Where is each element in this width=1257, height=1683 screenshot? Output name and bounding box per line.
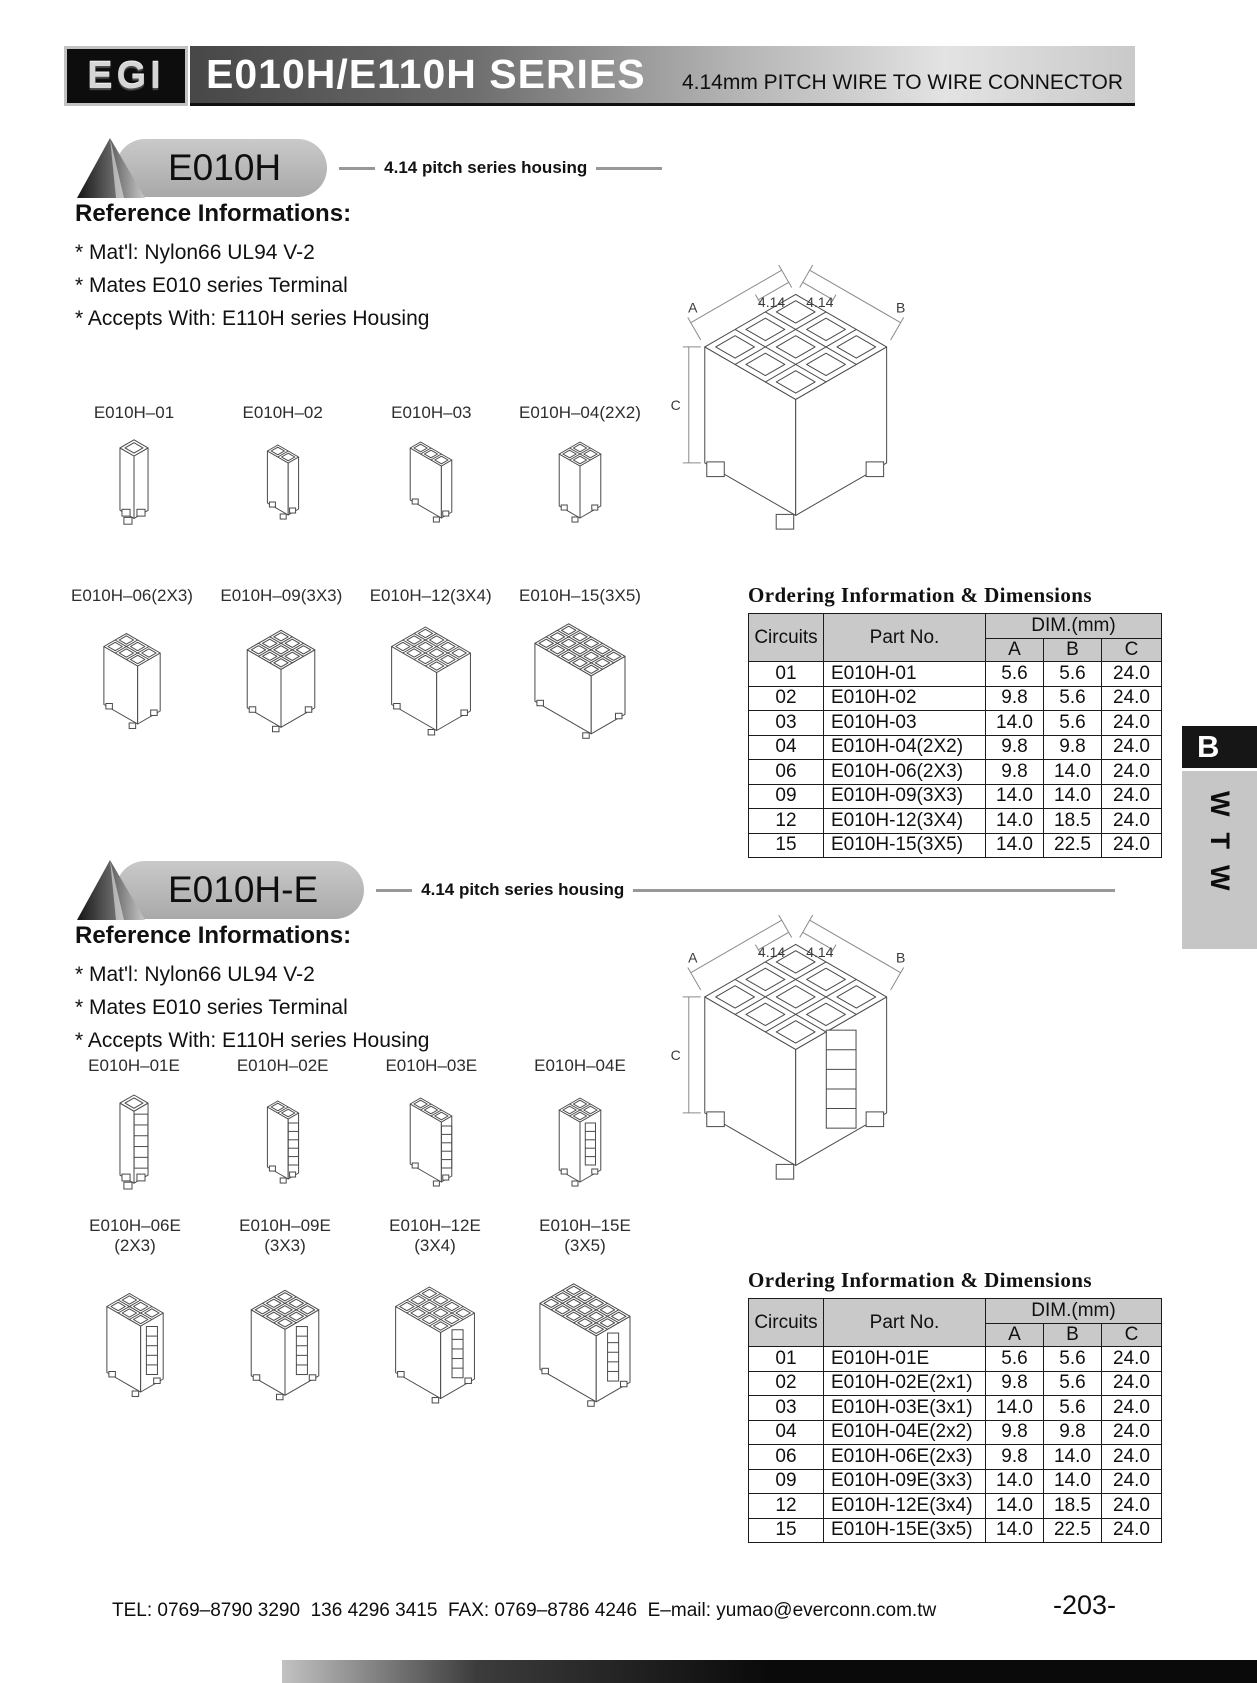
col-c: C bbox=[1102, 639, 1162, 662]
svg-text:4.14: 4.14 bbox=[757, 944, 786, 961]
cell-part-no: E010H-09E(3x3) bbox=[824, 1469, 986, 1494]
cell-part-no: E010H-03 bbox=[824, 711, 986, 736]
svg-text:A: A bbox=[688, 949, 698, 966]
cell-dim-b: 14.0 bbox=[1044, 1445, 1102, 1470]
reference-item: * Accepts With: E110H series Housing bbox=[75, 307, 430, 330]
cell-dim-b: 22.5 bbox=[1044, 833, 1102, 858]
divider-line bbox=[596, 167, 662, 170]
svg-text:4.14: 4.14 bbox=[806, 944, 834, 961]
part-label: E010H–02 bbox=[242, 403, 323, 422]
connector-part bbox=[514, 1056, 646, 1208]
cell-dim-c: 24.0 bbox=[1102, 1420, 1162, 1445]
section-2-title: E010H-E bbox=[116, 861, 364, 919]
table-row bbox=[749, 1420, 1162, 1445]
cell-circuits: 01 bbox=[749, 662, 824, 687]
part-label: E010H–12E bbox=[389, 1216, 481, 1235]
svg-text:C: C bbox=[670, 396, 681, 413]
section-1-tagline: 4.14 pitch series housing bbox=[384, 158, 588, 177]
cell-dim-c: 24.0 bbox=[1102, 809, 1162, 834]
cell-dim-c: 24.0 bbox=[1102, 1347, 1162, 1372]
cell-circuits: 06 bbox=[749, 760, 824, 785]
cell-part-no: E010H-09(3X3) bbox=[824, 784, 986, 809]
cell-dim-c: 24.0 bbox=[1102, 735, 1162, 760]
col-part-no: Part No. bbox=[824, 1299, 986, 1347]
parts-row bbox=[68, 1056, 646, 1208]
table-row bbox=[749, 1347, 1162, 1372]
cell-dim-c: 24.0 bbox=[1102, 1371, 1162, 1396]
part-label: E010H–01E bbox=[88, 1056, 180, 1075]
connector-part bbox=[365, 1056, 497, 1208]
col-b: B bbox=[1044, 1324, 1102, 1347]
egi-logo: EGI bbox=[67, 49, 185, 103]
connector-drawing bbox=[210, 1256, 360, 1434]
col-a: A bbox=[986, 639, 1044, 662]
part-label: E010H–01 bbox=[93, 403, 175, 422]
connector-part bbox=[359, 586, 503, 756]
connector-drawing bbox=[365, 1076, 497, 1208]
part-label: E010H–12(3X4) bbox=[369, 586, 492, 605]
table-row bbox=[749, 809, 1162, 834]
cell-dim-a: 5.6 bbox=[986, 1347, 1044, 1372]
connector-part bbox=[217, 403, 349, 541]
cell-part-no: E010H-02E(2x1) bbox=[824, 1371, 986, 1396]
section-1-reference bbox=[75, 200, 429, 335]
footer-contact: TEL: 0769–8790 3290 136 4296 3415 FAX: 0769–8786 4246 E–mail: yumao@everconn.com.tw bbox=[112, 1600, 937, 1621]
cell-circuits: 12 bbox=[749, 809, 824, 834]
cell-dim-c: 24.0 bbox=[1102, 1469, 1162, 1494]
cell-circuits: 01 bbox=[749, 1347, 824, 1372]
svg-text:C: C bbox=[670, 1046, 681, 1063]
connector-part bbox=[365, 403, 497, 541]
part-sublabel: (3X3) bbox=[264, 1236, 306, 1255]
cell-part-no: E010H-02 bbox=[824, 686, 986, 711]
cell-circuits: 04 bbox=[749, 735, 824, 760]
table-row bbox=[749, 1371, 1162, 1396]
svg-text:4.14: 4.14 bbox=[757, 294, 786, 311]
connector-drawing bbox=[360, 1256, 510, 1434]
table-row bbox=[749, 1469, 1162, 1494]
cell-part-no: E010H-12E(3x4) bbox=[824, 1494, 986, 1519]
cell-circuits: 02 bbox=[749, 1371, 824, 1396]
svg-text:4.14: 4.14 bbox=[806, 294, 834, 311]
cell-dim-b: 14.0 bbox=[1044, 784, 1102, 809]
connector-part bbox=[60, 1216, 210, 1434]
cell-dim-a: 9.8 bbox=[986, 686, 1044, 711]
table-row bbox=[749, 711, 1162, 736]
cell-dim-a: 14.0 bbox=[986, 1518, 1044, 1543]
connector-part bbox=[514, 403, 646, 541]
reference-heading: Reference Informations: bbox=[75, 922, 352, 949]
cell-dim-a: 9.8 bbox=[986, 1445, 1044, 1470]
connector-part bbox=[508, 586, 652, 756]
connector-part bbox=[68, 1056, 200, 1208]
ordering-table bbox=[748, 613, 1162, 858]
section-marker-icon bbox=[74, 858, 148, 922]
col-part-no: Part No. bbox=[824, 614, 986, 662]
reference-item: * Accepts With: E110H series Housing bbox=[75, 1029, 430, 1052]
col-circuits: Circuits bbox=[749, 614, 824, 662]
cell-dim-c: 24.0 bbox=[1102, 784, 1162, 809]
cell-part-no: E010H-01E bbox=[824, 1347, 986, 1372]
cell-circuits: 03 bbox=[749, 711, 824, 736]
connector-drawing bbox=[68, 1076, 200, 1208]
cell-circuits: 12 bbox=[749, 1494, 824, 1519]
connector-part bbox=[360, 1216, 510, 1434]
cell-dim-a: 9.8 bbox=[986, 760, 1044, 785]
cell-part-no: E010H-04E(2x2) bbox=[824, 1420, 986, 1445]
connector-drawing bbox=[60, 1256, 210, 1434]
col-dim: DIM.(mm) bbox=[986, 614, 1162, 639]
page-number: -203- bbox=[1053, 1590, 1117, 1620]
connector-drawing bbox=[217, 1076, 349, 1208]
cell-circuits: 09 bbox=[749, 784, 824, 809]
table-row bbox=[749, 686, 1162, 711]
cell-dim-a: 5.6 bbox=[986, 662, 1044, 687]
table-row bbox=[749, 1445, 1162, 1470]
part-label: E010H–04(2X2) bbox=[519, 403, 641, 422]
cell-dim-c: 24.0 bbox=[1102, 1494, 1162, 1519]
section-1-title: E010H bbox=[116, 139, 327, 197]
cell-dim-b: 14.0 bbox=[1044, 1469, 1102, 1494]
parts-row bbox=[68, 403, 646, 541]
cell-circuits: 03 bbox=[749, 1396, 824, 1421]
connector-drawing bbox=[60, 606, 204, 756]
col-dim: DIM.(mm) bbox=[986, 1299, 1162, 1324]
cell-dim-a: 14.0 bbox=[986, 1396, 1044, 1421]
parts-row bbox=[60, 1216, 652, 1434]
section-2-header bbox=[74, 858, 1115, 922]
part-label: E010H–09E bbox=[239, 1216, 331, 1235]
table-row bbox=[749, 760, 1162, 785]
part-label: E010H–15(3X5) bbox=[519, 586, 641, 605]
reference-item: * Mates E010 series Terminal bbox=[75, 996, 348, 1019]
table-row bbox=[749, 1396, 1162, 1421]
connector-drawing bbox=[217, 423, 349, 541]
divider-line bbox=[339, 167, 375, 170]
cell-dim-b: 14.0 bbox=[1044, 760, 1102, 785]
cell-dim-a: 14.0 bbox=[986, 711, 1044, 736]
cell-part-no: E010H-12(3X4) bbox=[824, 809, 986, 834]
cell-dim-b: 5.6 bbox=[1044, 1371, 1102, 1396]
table-row bbox=[749, 735, 1162, 760]
ordering-table bbox=[748, 1298, 1162, 1543]
connector-drawing bbox=[359, 606, 503, 756]
divider-line bbox=[633, 889, 1115, 892]
connector-drawing bbox=[514, 423, 646, 541]
table-row bbox=[749, 784, 1162, 809]
connector-part bbox=[217, 1056, 349, 1208]
col-c: C bbox=[1102, 1324, 1162, 1347]
col-a: A bbox=[986, 1324, 1044, 1347]
part-label: E010H–03 bbox=[391, 403, 472, 422]
cell-dim-b: 18.5 bbox=[1044, 1494, 1102, 1519]
part-sublabel: (3X4) bbox=[414, 1236, 456, 1255]
section-1-header bbox=[74, 136, 662, 200]
ordering-title: Ordering Information & Dimensions bbox=[748, 1268, 1092, 1292]
series-subtitle: 4.14mm PITCH WIRE TO WIRE CONNECTOR bbox=[681, 71, 1123, 94]
cell-dim-c: 24.0 bbox=[1102, 711, 1162, 736]
part-label: E010H–04E bbox=[534, 1056, 626, 1075]
connector-part bbox=[60, 586, 204, 756]
cell-dim-a: 9.8 bbox=[986, 1420, 1044, 1445]
connector-drawing bbox=[514, 1076, 646, 1208]
svg-text:B: B bbox=[895, 299, 906, 316]
part-label: E010H–09(3X3) bbox=[220, 586, 343, 605]
svg-text:A: A bbox=[688, 299, 698, 316]
cell-part-no: E010H-15(3X5) bbox=[824, 833, 986, 858]
cell-dim-c: 24.0 bbox=[1102, 662, 1162, 687]
cell-part-no: E010H-04(2X2) bbox=[824, 735, 986, 760]
cell-circuits: 04 bbox=[749, 1420, 824, 1445]
reference-item: * Mat'l: Nylon66 UL94 V-2 bbox=[75, 241, 315, 264]
cell-dim-a: 14.0 bbox=[986, 1494, 1044, 1519]
connector-part bbox=[209, 586, 353, 756]
cell-dim-c: 24.0 bbox=[1102, 760, 1162, 785]
connector-part bbox=[210, 1216, 360, 1434]
connector-drawing bbox=[68, 423, 200, 541]
cell-circuits: 06 bbox=[749, 1445, 824, 1470]
cell-circuits: 09 bbox=[749, 1469, 824, 1494]
part-sublabel: (2X3) bbox=[114, 1236, 156, 1255]
cell-part-no: E010H-06(2X3) bbox=[824, 760, 986, 785]
cell-dim-b: 5.6 bbox=[1044, 1347, 1102, 1372]
col-circuits: Circuits bbox=[749, 1299, 824, 1347]
side-tab-category bbox=[1182, 771, 1257, 949]
cell-dim-a: 14.0 bbox=[986, 809, 1044, 834]
cell-dim-b: 5.6 bbox=[1044, 662, 1102, 687]
section-2-tagline: 4.14 pitch series housing bbox=[421, 880, 625, 899]
cell-dim-b: 18.5 bbox=[1044, 809, 1102, 834]
logo-frame bbox=[64, 46, 188, 106]
cell-dim-b: 5.6 bbox=[1044, 686, 1102, 711]
dimension-drawing bbox=[652, 246, 924, 548]
cell-dim-c: 24.0 bbox=[1102, 1396, 1162, 1421]
dimension-drawing bbox=[652, 896, 924, 1198]
cell-dim-a: 14.0 bbox=[986, 1469, 1044, 1494]
cell-circuits: 02 bbox=[749, 686, 824, 711]
table-row bbox=[749, 833, 1162, 858]
cell-part-no: E010H-03E(3x1) bbox=[824, 1396, 986, 1421]
parts-row bbox=[60, 586, 652, 756]
cell-dim-b: 22.5 bbox=[1044, 1518, 1102, 1543]
cell-dim-a: 9.8 bbox=[986, 735, 1044, 760]
ordering-title: Ordering Information & Dimensions bbox=[748, 583, 1092, 607]
connector-drawing bbox=[209, 606, 353, 756]
cell-part-no: E010H-01 bbox=[824, 662, 986, 687]
cell-dim-b: 5.6 bbox=[1044, 1396, 1102, 1421]
cell-dim-b: 9.8 bbox=[1044, 1420, 1102, 1445]
table-row bbox=[749, 1494, 1162, 1519]
header-bar bbox=[190, 46, 1135, 106]
part-label: E010H–03E bbox=[385, 1056, 478, 1075]
cell-dim-a: 14.0 bbox=[986, 784, 1044, 809]
connector-drawing bbox=[365, 423, 497, 541]
reference-item: * Mat'l: Nylon66 UL94 V-2 bbox=[75, 963, 315, 986]
cell-dim-a: 9.8 bbox=[986, 1371, 1044, 1396]
table-row bbox=[749, 1518, 1162, 1543]
divider-line bbox=[376, 889, 412, 892]
cell-part-no: E010H-06E(2x3) bbox=[824, 1445, 986, 1470]
cell-dim-c: 24.0 bbox=[1102, 686, 1162, 711]
cell-dim-c: 24.0 bbox=[1102, 833, 1162, 858]
bottom-bar bbox=[282, 1660, 1257, 1683]
reference-item: * Mates E010 series Terminal bbox=[75, 274, 348, 297]
connector-part bbox=[68, 403, 200, 541]
cell-circuits: 15 bbox=[749, 833, 824, 858]
part-sublabel: (3X5) bbox=[564, 1236, 606, 1255]
section-marker-icon bbox=[74, 136, 148, 200]
part-label: E010H–15E bbox=[539, 1216, 631, 1235]
side-tab-category-label: WTW bbox=[1205, 791, 1235, 907]
cell-dim-a: 14.0 bbox=[986, 833, 1044, 858]
table-row bbox=[749, 662, 1162, 687]
section-2-reference bbox=[75, 922, 429, 1057]
connector-drawing bbox=[508, 606, 652, 756]
svg-text:B: B bbox=[895, 949, 906, 966]
cell-circuits: 15 bbox=[749, 1518, 824, 1543]
reference-heading: Reference Informations: bbox=[75, 200, 352, 227]
cell-dim-c: 24.0 bbox=[1102, 1518, 1162, 1543]
cell-dim-b: 9.8 bbox=[1044, 735, 1102, 760]
col-b: B bbox=[1044, 639, 1102, 662]
part-label: E010H–06(2X3) bbox=[71, 586, 193, 605]
side-tab-section-letter: B bbox=[1182, 726, 1257, 768]
cell-dim-c: 24.0 bbox=[1102, 1445, 1162, 1470]
connector-part bbox=[510, 1216, 660, 1434]
cell-dim-b: 5.6 bbox=[1044, 711, 1102, 736]
connector-drawing bbox=[510, 1256, 660, 1434]
part-label: E010H–02E bbox=[236, 1056, 329, 1075]
part-label: E010H–06E bbox=[89, 1216, 181, 1235]
cell-part-no: E010H-15E(3x5) bbox=[824, 1518, 986, 1543]
series-title: E010H/E110H SERIES bbox=[206, 51, 646, 97]
